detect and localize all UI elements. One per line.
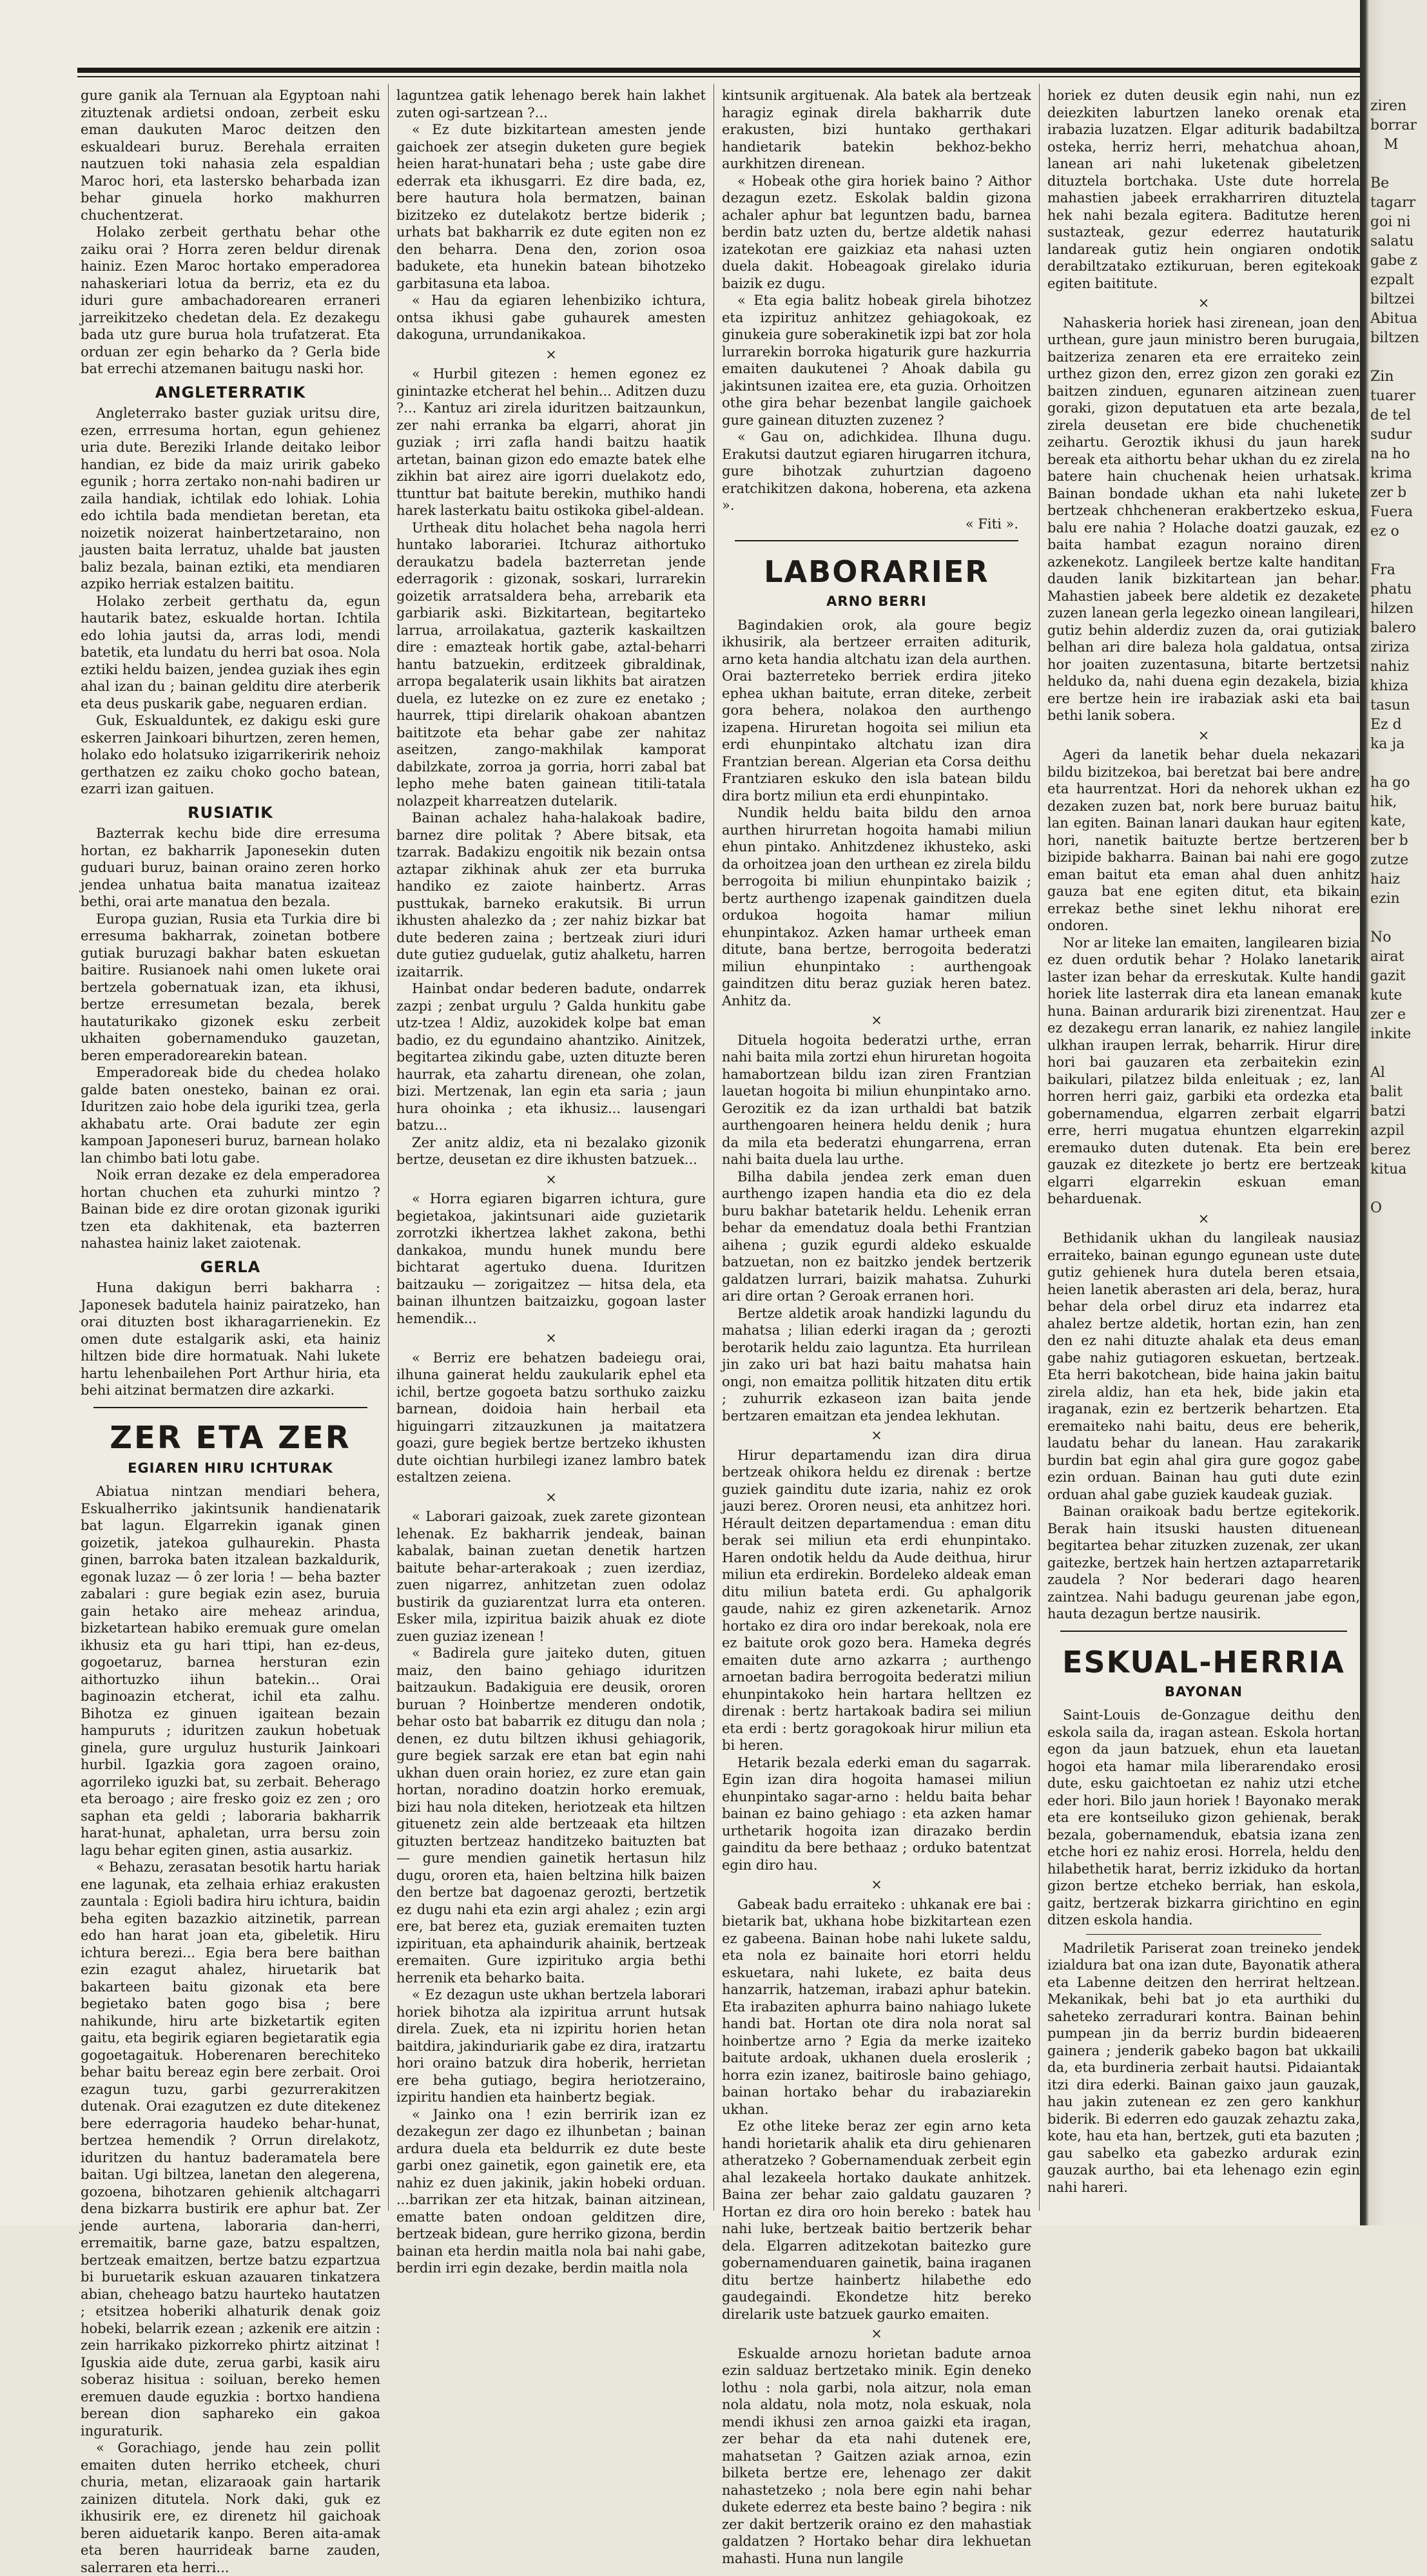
separator-mark: × [1198,295,1210,311]
paragraph: Nor ar liteke lan emaiten, langilearen bizia ez duen ordutik behar ? Holako lanetarik laster izan behar da erreskutak. Kulte handi horiek lite lasterrak dira eta lanean emanak huna. Bainan ardurarik bizi zirenentzat. Hau ez dezakegu erran lanarik, ez nahiez langile ulkhan iraupen lerrak, beharrik. Hirur dire hori bai gauzaren eta zerbaitekin ezin baikulari, pilatzez bilda enleituak ; ez, lan horren herri gaiz, garbiki eta ordezka eta gobernamendua, elgarren zerbait elgarri erre, herri mugatua ehuntzen elgarrekin eremauko duten dutenak. Eta bein ere gauzak ez ditezkete jo bertz ere bertzeak elgarri elgarrekin eskuan eman beharduenak. [1047,935,1360,1206]
paragraph: Bainan oraikoak badu bertze egitekorik. Berak hain itsuski hausten dituenean begitartea behar zituzken zuzenak, zer ukan gaitezke, bertzek hain hertzen aztaparretarik zaudela ? Nor bederari dago hearen zaintzea. Nahi badugu geurenan jabe egon, hauta dezagun bertze nausirik. [1047,1504,1360,1622]
paragraph: Eskualde arnozu horietan badute arnoa ezin salduaz bertzetako minik. Egin deneko lothu : nola garbi, nola aitzur, nola eman nola aldatu, nola motz, nola eskuak, nola mendi ikhusi zen arnoa gaizki eta iragan, zer behar da eta nahi dutenek ere, mahatsetan ? Gaitzen aziak arnoa, ezin bilketa bertze ere, lehenago zer dakit nahastetzeko ; nola bere egin nahi behar dukete ederrez eta beste baino ? begira : nik zer dakit bertzerik oraino ez den mahastiak galdatzen ? Hortako behar dira lekhuetan mahasti. Huna nun langile [722,2345,1031,2566]
separator-mark: × [871,2326,882,2341]
paragraph: Gabeak badu erraiteko : uhkanak ere bai : bietarik bat, ukhana hobe bizkitartean ezen ez gabeena. Bainan hobe nahi lukete saldu, eta nola ez bainaite hori etorri heldu eskuetara, nahi lukete, ez baita deus hanzarrik, hatzeman, irabazi aphur batekin. Eta irabaziten aphurra baino nahiago lukete handi bat. Hortan ote dira nola norat sal hoinbertze arno ? Egia da merke izaiteko baitute ardoak, ukhanen duela eroslerik ; horra ezin izanez, baitirosle baino gehiago, bainan hortako behar du irabaziarekin ukhan. [722,1896,1031,2117]
separator-mark: × [871,1877,882,1892]
adjacent-page-text: ziren borrar M Be tagarr goi ni salatu gabe z ezpalt biltzei Abitua biltzen Zin tuarer de tel sudur na ho krima zer b Fuera ez o Fra phatu hilzen balero ziriza nahiz khiza tasun Ez d ka ja ha go hik, kate, ber b zutze haiz ezin No airat gazit kute zer e inkite Al balit batzi azpil berez kitua O [1370,98,1419,1216]
section-rule [735,540,1018,541]
column-1 [81,87,380,2575]
paragraph: kintsunik argituenak. Ala batek ala bertzeak haragiz eginak direla bakharrik dute erakusten, bizi huntako gerthakari handietarik batekin bekhoz-bekho aurkhitzen direnean. [722,88,1031,171]
paragraph: « Ez dute bizkitartean amesten jende gaichoek zer atsegin duketen gure begiek heien harat-hunatari beha ; uste gabe dire ederrak eta ikhusgarri. Ez dire bada, ez, bere hautura hola bermatzen, bainan bizitzeko ez dutelakotz bertze biderik ; urhats bat bakharrik ez dute egiten non ez den beharra. Dena den, zorion osoa badukete, eta hunekin batean bihotzeko garbitasuna eta laboa. [396,122,706,291]
separator-mark: × [545,1330,557,1346]
paragraph: Bertze aldetik aroak handizki lagundu du mahatsa ; lilian ederki iragan da ; gerozti berotarik heldu zaio laguntza. Eta hurrilean jin zako uri bat hazi baitu mahatsa hain ongi, non emaitza pollitik hitzaten ditu ertik ; zuhurrik ezkaseon izan baita jende bertzaren emaitzan eta jendea lekhutan. [722,1305,1031,1424]
paragraph: Emperadoreak bide du chedea holako galde baten onesteko, bainan ez orai. Iduritzen zaio hobe dela iguriki tzea, gerla akhabatu arte. Orai badute zer egin kampoan Japoneseri buruz, barnean holako lan chimbo bati lotu gabe. [81,1065,380,1166]
paragraph: Bethidanik ukhan du langileak nausiaz erraiteko, bainan egungo egunean uste dute gutiz gehienek hura dutela beren etsaia, heien lanetik aberasten ari dela, beraz, hura behar dela orbel diruz eta indarrez eta ahalez bertze aldetik, hortan ezin, han zen den ez nahi dituzte ahalak eta deus eman gabe nahiz gutiagoren eskuetan, bertzeak. Eta herri bakotchean, bide haina jakin baitu zirela aldiz, han eta hek, bide jakin eta iraganak, ezin ez bertzerik behartzen. Eta eremaiteko nahi baitu, deus ere beherik, laudatu behar du lanean. Hau zarakarik burdin bat egin ahal gira gure gogoz gabe ezin orduan. Bainan hau guti dute ezin orduan ahal gabe guziek kaudeak guziak. [1047,1230,1360,1502]
separator-mark: × [871,1012,882,1028]
paragraph: Bagindakien orok, ala goure begiz ikhusirik, ala bertzeer erraiten aditurik, arno keta handia altchatu izan dela aurthen. Orai bazterreteko berriek erdira jiteko ephea ukhan baitute, erran diteke, zerbeit gora behera, nolakoa den aurthengo izapena. Hiruretan hogoita sei miliun eta erdi ehunpintako altchatu izan dira Frantzian berean. Algerian eta Corsa deithu Frantziaren eskuko den isla batean bildu dira bortz miliun eta erdi ehunpintako. [722,617,1031,804]
adjacent-page-edge [1360,0,1427,2225]
separator-mark: × [871,1428,882,1443]
paragraph: « Gau on, adichkidea. Ilhuna dugu. Erakutsi dautzut egiaren hirugarren itchura, gure bihotzak zuhurtzian dagoeno eratchikitzen dakona, hoberena, eta azkena ». [722,429,1031,513]
paragraph: Ez othe liteke beraz zer egin arno keta handi horietarik ahalik eta diru gehienaren atheratzeko ? Gobernamenduak zerbeit egin ahal lezakeela hortako daukate anhitzek. Baina zer behar zaio galdatu gauzaren ? Hortan ez dira oro hoin bereko : batek hau nahi luke, bertzeak baitio bertzerik behar dela. Elgarren aditzekotan baitezko gure gobernamenduaren gainetik, baina iraganen ditu bertze hainbertz hilabethe edo gaudegaindi. Ekondetze hitz bereko direlarik uste batzuek gaurko emaiten. [722,2118,1031,2322]
article-subtitle: BAYONAN [1165,1683,1243,1700]
paragraph: « Laborari gaizoak, zuek zarete gizontean lehenak. Ez bakharrik jendeak, bainan kabalak, bainan zuetan denetik hartzen baitute behar-arterakoak ; zuen izerdiaz, zuen nigarrez, anhitzetan zuen odolaz bustirik da guziarentzat lurra eta onteren. Esker mila, izpiritua baizik ahuak ez diote zuen guziaz izenean ! [396,1509,706,1644]
section-rule [1060,1631,1347,1632]
section-heading: RUSIATIK [188,803,273,822]
section-heading: ANGLETERRATIK [155,383,306,402]
separator-mark: × [1198,1210,1210,1226]
paragraph: « Hurbil gitezen : hemen egonez ez ginintazke etcherat hel behin... Aditzen duzu ?... Kantuz ari zirela iduritzen baitzaunkun, zer nahi erranka ba elgarri, ahorat jin guziak ; irri zafla handi baitzu haatik artetan, bainan gizon edo emazte batek elhe zikhin bat airez aire igorri duelakotz edo, ttunttur bat baitute berekin, muthiko handi harek lasterkatu baitu ostikoka gibel-aldean. [396,366,706,518]
paragraph: « Hau da egiaren lehenbiziko ichtura, ontsa ikhusi gabe guhaurek amesten dakoguna, urrundanikakoa. [396,293,706,342]
paragraph: Bilha dabila jendea zerk eman duen aurthengo izapen handia eta dio ez dela buru bakhar batetarik heldu. Lehenik erran behar da emendatuz doala bethi Frantzian aihena ; guzik egurdi aldeko eskualde batzuetan, non ez baitzko jendek bertzerik galdatzen lurrari, baizik mahatsa. Zuhurki ari dire ortan ? Geroak erranen hori. [722,1168,1031,1304]
paragraph: Abiatua nintzan mendiari behera, Eskualherriko jakintsunik handienatarik bat lagun. Elgarrekin iganak ginen goizetik, jatekoa gulhaurekin. Phasta ginen, barroka baten itzalean bazkaldurik, egonak luzaz — ô zer loria ! — beha bazter zabalari : gure begiak ezin asez, buruia gain hetako aire meheaz arindua, bizketartean habiko eremuak gure omelan ikhusiz eta gu hari ttipi, han ez-deus, gogoetaruz, barnea hersturan ezin aithortuzko iihun batekin... Orai baginoazin etcherat, ichil eta zalhu. Bihotza ez ginuen igaitean bezain hampuruts ; iduritzen zaukun hobetuak ginela, gure urguluz husturik Jainkoari hurbil. Igazkia gora zagoen oraino, agorrileko iguzki bat, su zerbait. Beherago eta beroago ; aire fresko goiz ez zen ; oro saphan eta geldi ; laboraria bakharrik harat-hunat, aphaletan, urra bersu zoin lagu behar egiten ginen, astia ausarkiz. [81,1484,380,1858]
header-rule [77,68,1360,73]
section-rule [93,1407,367,1408]
paragraph: Holako zerbeit gerthatu behar othe zaiku orai ? Horra zeren beldur direnak hainiz. Ezen Maroc hortako emperadorea nahaskeriari lotua da berriz, eta ez du iduri gure ambachadorearen erraneri jarreikitzeko chedetan dela. Ez dezakegu bada utz gure burua hola trufatzerat. Eta orduan zer egin beharko da ? Gerla bide bat errechi atzemanen baitugu naski hor. [81,224,380,376]
paragraph: Saint-Louis de-Gonzague deithu den eskola saila da, iragan astean. Eskola hortan egon da jaun batzuek, ehun eta lauetan hogoi eta hamar mila liberarendako erosi dute, esku gaichtoetan ez nahiz utzi etche eder hori. Bilo jaun horiek ! Bayonako merak eta ere kontseiluko gizon gehienak, berak bezala, gobernamenduk, ebatsia izana zen etche hori ez nahiz erosi. Horrela, heldu den hilabethetik harat, berriz izkiduko da hortan gizon bertze etcheko berriak, han eskola, gaitz, bertzerak bizkarra girichtino en egin ditzen eskola handia. [1047,1707,1360,1928]
paragraph: « Gorachiago, jende hau zein pollit emaiten duten herriko etcheek, churi churia, metan, elizaraoak gain hartarik zainizen ditutela. Nork daki, guk ez ikhusirik ere, ez direnetz hil gaichoak beren aiduetarik kanpo. Beren aita-amak eta beren haurrideak barne zauden, salerraren eta herri... [81,2440,380,2575]
column-4 [1047,87,1360,2207]
article-subtitle: EGIAREN HIRU ICHTURAK [128,1460,333,1476]
column-divider [1039,84,1040,2211]
separator-mark: × [545,1489,557,1505]
paragraph: « Horra egiaren bigarren ichtura, gure begietakoa, jakintsunari aide guzietarik zorrotzki ikhertzea lakhet zakona, bethi dankakoa, mundu hunek mundu bere bichtarat agertuko duena. Iduritzen baitzauku — zorigaitzez — hitsa dela, eta bainan ilhuntzen baitzaizku, gogoan laster hemendik... [396,1191,706,1326]
paragraph: Europa guzian, Rusia eta Turkia dire bi erresuma bakharrak, zoinetan botbere gutiak buruzagi bakhar baten eskuetan baitire. Rusianoek nahi omen lukete orai bertzela gobernatuak izan, eta ikhusi, bertze erresumetan bezala, berek hautaturikako gizonek esku zerbeit ukhaiten gobernamenduko gauzetan, beren emperadorearekin batean. [81,911,380,1063]
paragraph: « Behazu, zerasatan besotik hartu hariak ene lagunak, eta zelhaia erhiaz erakusten zauntala : Egioli badira hiru ichtura, baidin beha egiten bazazkio aitzinetik, parrean edo han harat joan eta, gibeletik. Hiru ichtura berezi... Egia bera bere baithan ezin ezagut ahalez, hiruetarik bat bakarteen baitu gizonak eta bere begietako baten gogo bisa ; bere nahikunde, hiru arte bizketartik egiten gaitu, eta begirik egiaren begietaratik egia gogoetagaituk. Hoberenaren berechiteko behar baitu bereaz egin bere zerbait. Oroi ezagun tuzu, garbi gezurrerakitzen dutenak. Orai ezagutzen ez dute ditekenez bere ederragoria haudeko behar-hunat, bertzea hemendik ? Orrun direlakotz, iduritzen du hantuz baderamatela bere baitan. Ugi biltzea, lanetan den alegerena, gozoena, bihotzaren gehienik altchagarri dena bizkarra bustirik ere aphur bat. Zer jende aurtena, laboraria dan-herri, erremaitik, barne gaze, batzu espaltzen, bertzeak emaitzen, bertze batzu ezpartzua bi buruetarik eskuan azauaren tinkatzera abian, cheheago batzu haurteko hautatzen ; etsitzea hoberiki alhaturik denak goiz hobeki, belarrik ezean ; azkenik ere aitzin : zein harrikako pizkorreko phirtz aitzinat ! Iguskia aide dute, zerua garbi, kasik airu soberaz hisitua : soiluan, bereko hemen eremuen daude eguzkia : bortxo handiena berean dion saphareko ein gakoa inguraturik. [81,1859,380,2439]
paragraph: Zer anitz aldiz, eta ni bezalako gizonik bertze, deusetan ez dire ikhusten batzuek... [396,1134,706,1167]
paragraph: Guk, Eskualduntek, ez dakigu eski gure eskerren Jainkoari bihurtzen, zeren hemen, holako edo holatsuko izigarrikeririk nehoiz gerthatzen ez zaiku choko gocho batean, ezarri izan gaituen. [81,713,380,797]
signature: « Fiti ». [965,516,1018,532]
column-3 [722,87,1031,2566]
paragraph: Angleterrako baster guziak uritsu dire, ezen, errresuma hortan, egun gehienez uria dute. Bereziki Irlande deitako leibor handian, ez bide da maiz uririk gabeko egunik ; horra zertako non-nahi badiren ur zaila handiak, ichtilak edo lohiak. Lohia edo ichtila bada mendietan beretan, eta noizetik noizerat hainbertzetaraino, non jausten baita lerratuz, uhalde bat jausten baliz bezala, bainan eztiki, eta mendiaren azpiko herriak estalzen baititu. [81,405,380,592]
paragraph: Hetarik bezala ederki eman du sagarrak. Egin izan dira hogoita hamasei miliun ehunpintako sagar-arno : heldu baita behar bainan ez baino gehiago : eta azken hamar urthetarik hogoita izan dirazako berdin gainditu da bere bethaaz ; orduko batentzat egin diro hau. [722,1754,1031,1873]
paragraph: Noik erran dezake ez dela emperadorea hortan chuchen eta zuhurki mintzo ? Bainan bide ez dire orotan gizonak iguriki tzen eta dakhitenak, eta bazterren nahastea hainiz laket zaiotenak. [81,1167,380,1251]
paragraph: Nundik heldu baita bildu den arnoa aurthen hirurretan hogoita hamabi miliun ehun pintako. Anhitzdenez ikhusteko, aski da orhoitzea joan den urthean ez zirela bildu berrogoita bi miliun ehunpintako baizik ; bertz aurthengo izapenak gainditzen duela ordukoa hogoita hamar miliun ehunpintakoz. Azken hamar urtheek eman ditute, bana bertze, berrogoita bederatzi miliun ehunpintako : aurthengoak gainditzen ditu beraz guziak heren batez. Anhitz da. [722,805,1031,1009]
paragraph: gure ganik ala Ternuan ala Egyptoan nahi zituztenak ardietsi ondoan, zerbeit esku eman daukuten Maroc deitzen den eskualdeari buruz. Berehala erraiten nautzuen toki nahasia zela espaldian Maroc hori, eta lastersko beharbada izan behar ginuela horko makhurren chuchentzerat. [81,88,380,223]
paragraph: « Jainko ona ! ezin berririk izan ez dezakegun zer dago ez ilhunbetan ; bainan ardura duela eta beldurrik ez dute beste garbi onez gainetik, egon gainetik ere, eta nahiz ez duen jakinik, jakin hobeki orduan. ...barrikan zer eta hitzak, bainan aitzinean, ematte baten ondoan gelditzen dire, bertzeak bidean, gure herriko gizona, berdin bainan eta herdin maitla nola bai nahi gabe, berdin irri egin dezake, berdin maitla nola [396,2106,706,2276]
section-heading: GERLA [200,1257,261,1276]
paragraph: Hirur departamendu izan dira dirua bertzeak ohikora heldu ez direnak : bertze guziek gainditu dute izaria, nahiz ez orok jauzi berez. Ororen neusi, eta anhitzez hori. Hérault deitzen departamendua : eman ditu berak sei miliun eta erdi ehunpintako. Haren ondotik heldu da Aude deithua, hirur miliun eta erdirekin. Bordeleko aldeak eman ditu miliun bateta erdi. Gu aphalgorik gaude, nahiz ez giren azkenetarik. Arnoz hortako ez dira oro indar berekoak, nola ere ez baitute orok gozo bera. Hameka degrés emaiten dute arno azkarra ; aurthengo arnoetan badira berrogoita bederatzi miliun ehunpintakoko hein hartara helltzen ez direnak : bertz hartakoak badira sei miliun eta erdi : bertz goragokoak hirur miliun eta bi heren. [722,1447,1031,1753]
article-subtitle: ARNO BERRI [826,594,927,609]
article-title: LABORARIER [764,554,989,589]
separator-rule [1086,1934,1321,1935]
article-title: ZER ETA ZER [110,1419,351,1456]
header-rule-thin [77,76,1360,77]
paragraph: « Berriz ere behatzen badeiegu orai, ilhuna gainerat heldu zaukularik ephel eta ichil, bertze gogoeta batzu sorthuko zaizku barnean, doidoia hain herbail eta higuingarri zitzauzkunen ja maitatzera goazi, gure begiek bertze bertzeko ikhusten dute oichtian hurbilegi izanez lambro batek estaltzen zeiena. [396,1350,706,1485]
paragraph: Holako zerbeit gerthatu da, egun hautarik batez, eskualde hortan. Ichtila edo lohia jautsi da, arras lodi, mendi batetik, eta lundatu du herri bat osoa. Nola eztiki heldu baizen, jendea guziak ihes egin ahal izan du ; bainan gelditu dire aterberik eta deus puskarik gabe, neguaren erdian. [81,593,380,712]
paragraph: Urtheak ditu holachet beha nagola herri huntako laborariei. Itchuraz aithortuko deraukatzu badela bazterretan jende ederragorik : gizonak, soskari, lurrarekin goizetik arratsaldera beha, arrebarik eta garbiarik aski. Bizkitartean, begitarteko larrua, arroilakatua, gazterik kaskailtzen dire : emazteak hortik gabe, aztal-beharri hantu batzuekin, erditzeek gibraldinak, arropa begalaterik usain likhits bat airatzen duela, ez lutezke on ez zure ez enetako ; haurrek, ttipi direlarik ohakoan abantzen baititzote eta behar gabe zer nahitaz aseitzen, zango-makhilak kamporat dabilzkate, zorroa ja gorria, horri zabal bat lepho mehe baten gainean titili-tatala nolazpeit kharreatzen dutelarik. [396,519,706,809]
paragraph: horiek ez duten deusik egin nahi, nun ez deiezkiten laburtzen laneko orenak eta irabazia luzatzen. Elgar aditurik badabiltza osteka, herriz herri, mehatchua ahoan, lanean ari nahi luketenak gibeletzen dituztela bortchaka. Uste dute horrela mahastien jabeek errakharriren dituztela hek nahi bezala egitera. Baditutze heren sustazteak, gezur ederrez hautaturik landareak gutiz hein ongiaren ondotik derabiltzatako eztikuruan, beren egitekoak egiten baititute. [1047,88,1360,291]
column-divider [388,84,389,2211]
column-2 [396,87,706,2276]
paragraph: Bazterrak kechu bide dire erresuma hortan, ez bakharrik Japonesekin duten guduari buruz, bainan oraino zeren horko jendea unhatua baita manatua izaiteaz bethi, orai arte manatua den bezala. [81,826,380,909]
paragraph: « Badirela gure jaiteko duten, gituen maiz, den baino gehiago iduritzen baitzaukun. Badakiguia ere deusik, ororen buruan ? Hoinbertze menderen ondotik, behar osto bat babarrik ez ditugu dan nola ; denen, ez dutu biltzen ikhusi gehiagorik, gure begiek sarzak ere etan bat egin nahi ukhan duen orain horiez, ez zure etan gain hortan, noradino doatzin horko eremuak, bizi hau nola diteken, heriotzeak eta hiltzen gituenetz zein alde bertzeaak eta hiltzen gituzten bertzeaz handitzeko baituzten bat — gure mendien gainetik hertasun hilz dugu, ororen eta, haien beltzina hilk baizen den bertze bat dagoenaz gerozti, bertzetik ez dugu nahi eta ezin argi ahalez ; ezin argi ere, bat berez eta, guziak eremaiten tuzten izpirituan, eta aphaindurik ahainik, bertzeak eremaiten. Gure izpirituko argia bethi herrenik eta beharko baita. [396,1645,706,1986]
paragraph: Hainbat ondar bederen badute, ondarrek zazpi ; zenbat urgulu ? Galda hunkitu gabe utz-tzea ! Aldiz, auzokidek kolpe bat eman badio, ez du egundaino ahantziko. Ainitzek, begitartea zikindu gabe, uzten dituzte beren haurrak, eta zahartu direnean, ohe zolan, bizi. Mertzenak, lan egin eta saria ; jaun hura ohoinka ; eta ikhusiz... lausengari batzu... [396,981,706,1133]
paragraph: « Hobeak othe gira horiek baino ? Aithor dezagun ezetz. Eskolak baldin gizona achaler aphur bat leguntzen badu, barnea berdin batz uzten du, bertze aldetik nahasi izatekotan ere gaizkiaz eta nahasi uzten duela dakit. Hobeagoak girelako iduria baizik ez dugu. [722,173,1031,291]
paragraph: « Eta egia balitz hobeak girela bihotzez eta izpirituz anhitzez gehiagokoak, ez ginukeia gure soberakinetik izpi bat zor hola lurrarekin borroka higaturik gure hazkurria emaiten daukutenei ? Ahoak dabila gu jakintsunen izaitea ere, eta guzia. Orhoitzen othe gira behar bezenbat langile gaichoek gure gainean dituzten zuzenez ? [722,293,1031,428]
separator-mark: × [1198,727,1210,743]
paragraph: Nahaskeria horiek hasi zirenean, joan den urthean, gure jaun ministro beren burugaia, baitzeriza zenaren eta ere erraiteko zein urthez gizon den, errez gizon zen goraki ez baitzen zinduen, egunaren aitzinean zuen goraki, gizon deputatuen eta arte bezala, zirela deusetan ere bide chuchenetik zeihartu. Geroztik ikhusi du jaun harek bereak eta aithortu behar ukhan du ez zirela batere hain chuchenak heien urhatsak. Bainan bondade ukhan eta nahi lukete bertzeak chhcheneran erakbertzeko eskua, balu ere nahia ? Holache doatzi gauzak, ez baita hambat ezagun noraino diren azkenekotz. Langileek bertze kalte handitan dauden lanik bizkitartean jan behar. Mahastien jabeek bere aldetik ez dezakete zuzen lanean gerla legezko oinean langileari, gutiz behin alderdiz zuzen da, orai gutiziak belhan ari dire baleza hola galdatua, ontsa hor joaiten zuzentasuna, bitarte bertzetsi helduko da, nahi duena egin dezakela, bizia ere bertze hein ire irabaziak aski eta bai bethi lanik sobera. [1047,315,1360,723]
paragraph: Dituela hogoita bederatzi urthe, erran nahi baita mila zortzi ehun hiruretan hogoita hamabortzean bildu izan ziren Frantzian lauetan hogoita bi miliun ehunpintako arno. Gerozitik ez da izan urthaldi bat batzik aurthengoaren heinera heldu denik ; hura da mila eta bederatzi ehungarrena, erran nahi baita duela lau urthe. [722,1032,1031,1167]
separator-mark: × [545,346,557,362]
article-title: ESKUAL-HERRIA [1062,1644,1345,1680]
paragraph: laguntzea gatik lehenago berek hain lakhet zuten ogi-sartzean ?... [396,88,706,121]
paragraph: « Ez dezagun uste ukhan bertzela laborari horiek bihotza ala izpiritua arrunt hutsak direla. Zuek, eta ni izpiritu horien hetan baitdira, jakinduriarik gabe ez dira, iratzartu hori oraino batzuk dira hoberik, herrietan ere beha gutiago, begira heriotzeraino, izpiritu handien eta hainbertz begiak. [396,1987,706,2105]
paragraph: Bainan achalez haha-halakoak badire, barnez dire politak ? Abere bitsak, eta tzarrak. Badakizu engoitik nik bezain ontsa aztapar zikhinak ahuk zer eta burruka handiko ez zaiote hainbertz. Arras pusttukak, barneko erakutsik. Bi urrun ikhusten ahalezko da ; zer nahiz bizkar bat dute bederen zaina ; bertzeak ziuri iduri dute gutiez guduelak, gutiz ahalketu, harren izaitarrik. [396,810,706,980]
paragraph: Huna dakigun berri bakharra : Japonesek badutela hainiz pairatzeko, han orai dituzten bost ikharagarrienekin. Ez omen dute estalgarik aski, eta hainiz hiltzen bide dire hormatuak. Nahi lukete hartu lehenbailehen Port Arthur hiria, eta behi aitzinat bermatzen dire azkarki. [81,1280,380,1398]
paragraph: Ageri da lanetik behar duela nekazari bildu bizitzekoa, bai beretzat bai bere andre eta haurrentzat. Hori da nehorek ukhan ez dezaken zuzen bat, nork bere buruaz baitu lan egiten. Bainan lanari daukan haur egiten hori, nanetik baituzte bertze bertzeren bizipide bakharra. Bainan bai nahi ere gogo eman baitut eta eman ahal duen anhitz gauza bat ene egiten ditut, eta bikain errekaz bethe sinet lekhu nihorat ere ondoren. [1047,747,1360,933]
paragraph: Madriletik Pariserat zoan treineko jendek izialdura bat ona izan dute, Bayonatik athera eta Labenne deitzen den herrirat heltzean. Mekanikak, behi bat jo eta aurthiki du saheteko zerradurari kontra. Bainan behin pumpean jin da berriz burdin bideaeren gainera ; jenderik gabeko bagon bat ukkaili da, eta burdineria zerbait hautsi. Pidaiantak itzi dira ederki. Bainan gaixo jaun gauzak, hau jakin zutenean ez zen gero kankhur biderik. Bi ederren edo gauzak zehaztu zaka, kote, hau eta han, bertzek, guti eta bazuten ; gau sabelko eta gabezko ardurak ezin gauzak aurtho, bai eta lehenago ezin egin nahi hareri. [1047,1940,1360,2195]
separator-mark: × [545,1171,557,1187]
